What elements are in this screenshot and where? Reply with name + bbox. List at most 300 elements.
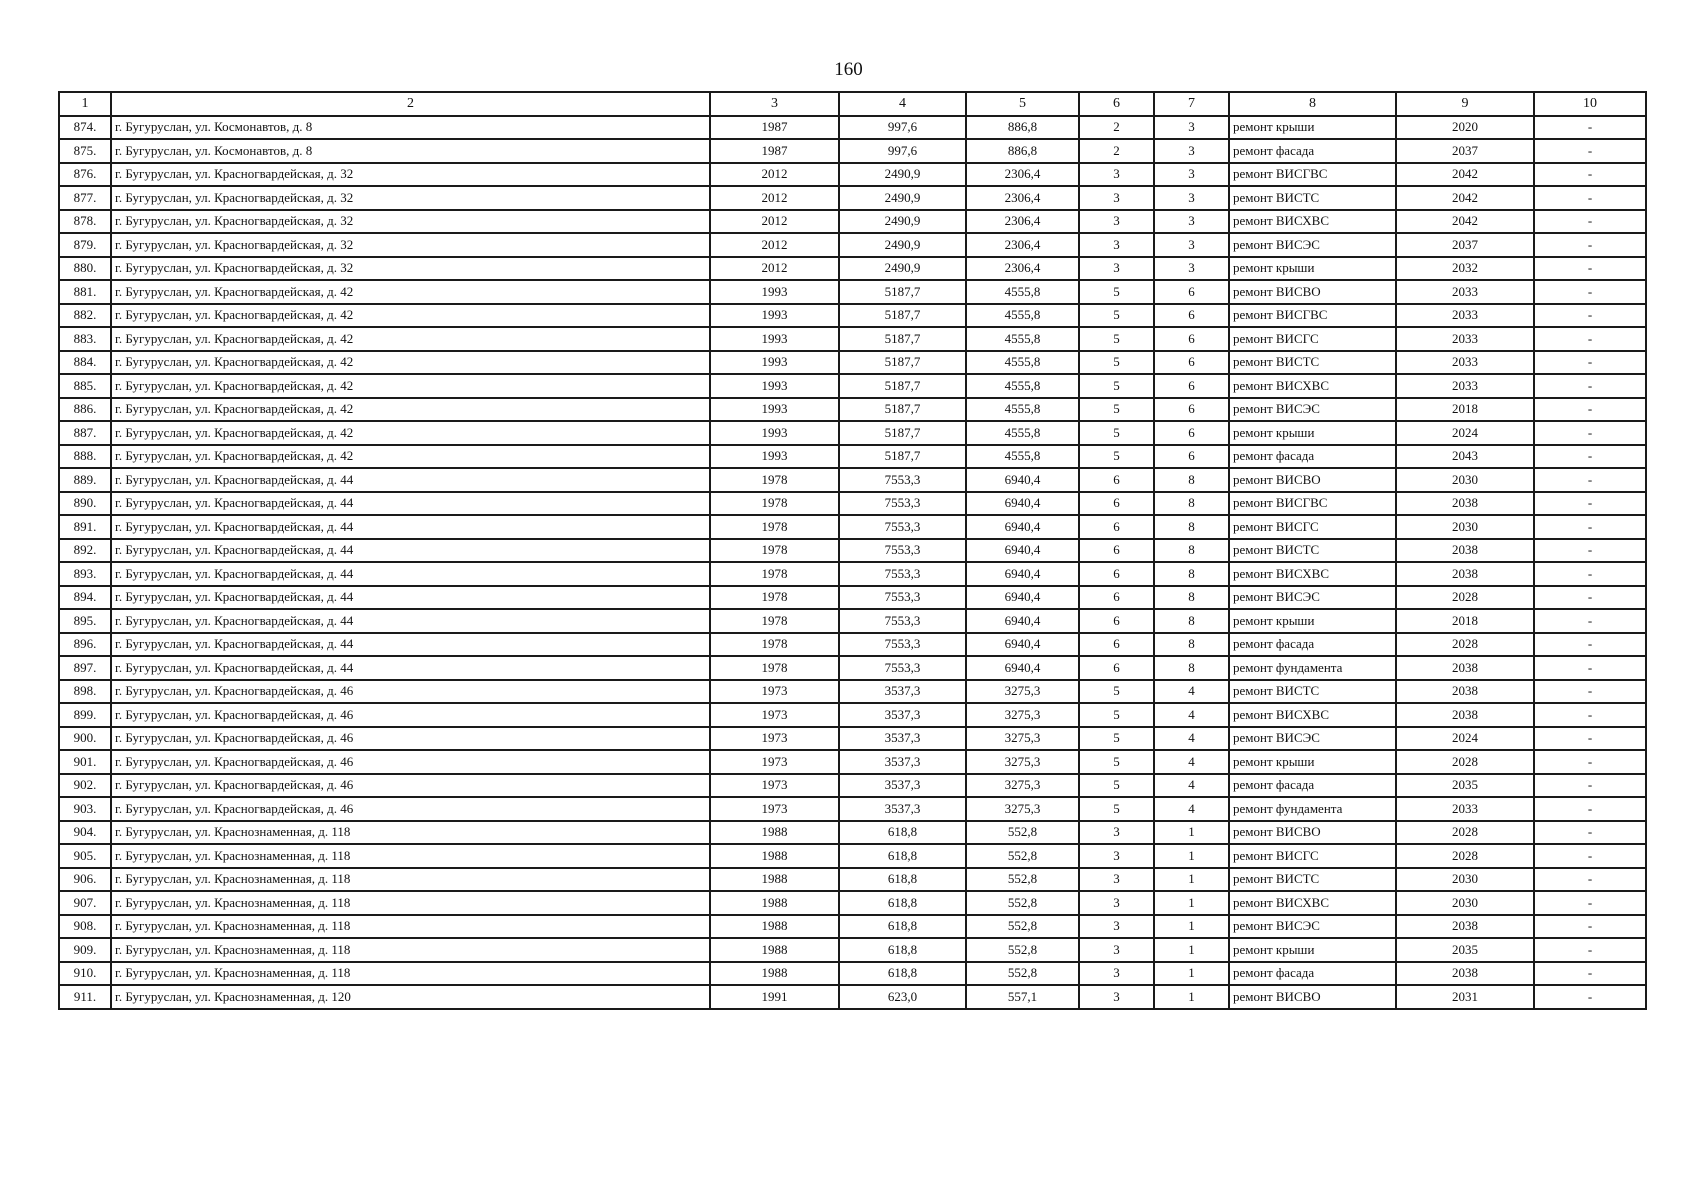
cell-address: г. Бугуруслан, ул. Красногвардейская, д. 44 xyxy=(111,633,710,657)
cell-note: - xyxy=(1534,750,1646,774)
cell-planned-year: 2024 xyxy=(1396,421,1534,445)
cell-build-year: 1988 xyxy=(710,938,839,962)
cell-total-area: 3537,3 xyxy=(839,727,966,751)
cell-living-area: 2306,4 xyxy=(966,163,1079,187)
table-row xyxy=(59,186,1646,210)
cell-build-year: 1978 xyxy=(710,609,839,633)
cell-living-area: 552,8 xyxy=(966,938,1079,962)
cell-floors: 3 xyxy=(1079,985,1154,1009)
cell-planned-year: 2038 xyxy=(1396,539,1534,563)
cell-floors: 3 xyxy=(1079,257,1154,281)
cell-note: - xyxy=(1534,844,1646,868)
cell-row-number: 883. xyxy=(59,327,111,351)
cell-build-year: 2012 xyxy=(710,186,839,210)
table-row xyxy=(59,750,1646,774)
table-row xyxy=(59,468,1646,492)
cell-total-area: 3537,3 xyxy=(839,750,966,774)
cell-total-area: 7553,3 xyxy=(839,515,966,539)
cell-living-area: 3275,3 xyxy=(966,680,1079,704)
cell-total-area: 3537,3 xyxy=(839,797,966,821)
cell-address: г. Бугуруслан, ул. Красногвардейская, д. 42 xyxy=(111,327,710,351)
cell-entrances: 6 xyxy=(1154,304,1229,328)
cell-build-year: 1988 xyxy=(710,891,839,915)
cell-row-number: 896. xyxy=(59,633,111,657)
cell-living-area: 886,8 xyxy=(966,139,1079,163)
cell-living-area: 3275,3 xyxy=(966,774,1079,798)
cell-build-year: 2012 xyxy=(710,257,839,281)
cell-floors: 5 xyxy=(1079,280,1154,304)
table-row xyxy=(59,351,1646,375)
cell-planned-year: 2030 xyxy=(1396,468,1534,492)
cell-total-area: 7553,3 xyxy=(839,609,966,633)
cell-total-area: 3537,3 xyxy=(839,774,966,798)
cell-total-area: 623,0 xyxy=(839,985,966,1009)
cell-row-number: 903. xyxy=(59,797,111,821)
cell-build-year: 1988 xyxy=(710,868,839,892)
cell-planned-year: 2033 xyxy=(1396,351,1534,375)
cell-address: г. Бугуруслан, ул. Красногвардейская, д. 46 xyxy=(111,703,710,727)
cell-note: - xyxy=(1534,280,1646,304)
cell-living-area: 886,8 xyxy=(966,116,1079,140)
cell-work-type: ремонт ВИСЭС xyxy=(1229,586,1396,610)
cell-address: г. Бугуруслан, ул. Красногвардейская, д. 42 xyxy=(111,304,710,328)
cell-planned-year: 2042 xyxy=(1396,163,1534,187)
cell-work-type: ремонт ВИСТС xyxy=(1229,539,1396,563)
cell-work-type: ремонт фасада xyxy=(1229,774,1396,798)
cell-address: г. Бугуруслан, ул. Красногвардейская, д. 32 xyxy=(111,257,710,281)
cell-note: - xyxy=(1534,398,1646,422)
cell-note: - xyxy=(1534,257,1646,281)
cell-total-area: 2490,9 xyxy=(839,210,966,234)
cell-floors: 3 xyxy=(1079,821,1154,845)
cell-note: - xyxy=(1534,821,1646,845)
cell-floors: 6 xyxy=(1079,562,1154,586)
cell-build-year: 1973 xyxy=(710,727,839,751)
cell-floors: 5 xyxy=(1079,327,1154,351)
table-row xyxy=(59,609,1646,633)
cell-floors: 3 xyxy=(1079,962,1154,986)
cell-planned-year: 2038 xyxy=(1396,562,1534,586)
cell-work-type: ремонт ВИСХВС xyxy=(1229,703,1396,727)
cell-total-area: 7553,3 xyxy=(839,562,966,586)
cell-total-area: 997,6 xyxy=(839,116,966,140)
cell-planned-year: 2020 xyxy=(1396,116,1534,140)
cell-entrances: 1 xyxy=(1154,891,1229,915)
cell-floors: 3 xyxy=(1079,210,1154,234)
table-row xyxy=(59,586,1646,610)
cell-row-number: 885. xyxy=(59,374,111,398)
table-row xyxy=(59,398,1646,422)
cell-build-year: 1973 xyxy=(710,797,839,821)
cell-row-number: 876. xyxy=(59,163,111,187)
cell-entrances: 4 xyxy=(1154,797,1229,821)
repair-schedule-table xyxy=(58,91,1647,1010)
cell-total-area: 5187,7 xyxy=(839,398,966,422)
cell-address: г. Бугуруслан, ул. Краснознаменная, д. 118 xyxy=(111,962,710,986)
cell-work-type: ремонт ВИСГС xyxy=(1229,327,1396,351)
cell-build-year: 1973 xyxy=(710,703,839,727)
table-row xyxy=(59,774,1646,798)
cell-total-area: 618,8 xyxy=(839,938,966,962)
cell-build-year: 1988 xyxy=(710,962,839,986)
cell-entrances: 6 xyxy=(1154,445,1229,469)
cell-address: г. Бугуруслан, ул. Красногвардейская, д. 44 xyxy=(111,586,710,610)
cell-work-type: ремонт фасада xyxy=(1229,633,1396,657)
cell-total-area: 618,8 xyxy=(839,868,966,892)
cell-build-year: 1973 xyxy=(710,680,839,704)
cell-planned-year: 2038 xyxy=(1396,703,1534,727)
table-row xyxy=(59,374,1646,398)
cell-planned-year: 2030 xyxy=(1396,868,1534,892)
cell-floors: 5 xyxy=(1079,421,1154,445)
cell-address: г. Бугуруслан, ул. Красногвардейская, д. 44 xyxy=(111,539,710,563)
cell-entrances: 8 xyxy=(1154,468,1229,492)
cell-work-type: ремонт ВИСГВС xyxy=(1229,304,1396,328)
cell-entrances: 8 xyxy=(1154,633,1229,657)
cell-row-number: 904. xyxy=(59,821,111,845)
cell-floors: 6 xyxy=(1079,586,1154,610)
page-number: 160 xyxy=(834,59,863,80)
cell-living-area: 2306,4 xyxy=(966,257,1079,281)
cell-floors: 6 xyxy=(1079,539,1154,563)
table-row xyxy=(59,915,1646,939)
cell-row-number: 874. xyxy=(59,116,111,140)
cell-build-year: 1991 xyxy=(710,985,839,1009)
cell-entrances: 6 xyxy=(1154,421,1229,445)
cell-planned-year: 2028 xyxy=(1396,633,1534,657)
table-row xyxy=(59,539,1646,563)
cell-build-year: 1993 xyxy=(710,398,839,422)
cell-note: - xyxy=(1534,445,1646,469)
table-row xyxy=(59,210,1646,234)
cell-row-number: 890. xyxy=(59,492,111,516)
cell-floors: 6 xyxy=(1079,633,1154,657)
cell-total-area: 7553,3 xyxy=(839,656,966,680)
cell-total-area: 2490,9 xyxy=(839,233,966,257)
cell-planned-year: 2031 xyxy=(1396,985,1534,1009)
cell-build-year: 1993 xyxy=(710,304,839,328)
cell-note: - xyxy=(1534,985,1646,1009)
cell-entrances: 4 xyxy=(1154,727,1229,751)
cell-planned-year: 2037 xyxy=(1396,139,1534,163)
cell-entrances: 3 xyxy=(1154,163,1229,187)
cell-work-type: ремонт ВИСЭС xyxy=(1229,727,1396,751)
cell-row-number: 911. xyxy=(59,985,111,1009)
cell-build-year: 1978 xyxy=(710,562,839,586)
cell-work-type: ремонт ВИСГВС xyxy=(1229,492,1396,516)
table-row xyxy=(59,797,1646,821)
cell-row-number: 888. xyxy=(59,445,111,469)
cell-floors: 3 xyxy=(1079,163,1154,187)
cell-floors: 5 xyxy=(1079,374,1154,398)
cell-planned-year: 2035 xyxy=(1396,774,1534,798)
cell-note: - xyxy=(1534,562,1646,586)
cell-living-area: 552,8 xyxy=(966,844,1079,868)
cell-living-area: 3275,3 xyxy=(966,797,1079,821)
cell-note: - xyxy=(1534,915,1646,939)
cell-entrances: 4 xyxy=(1154,680,1229,704)
cell-planned-year: 2033 xyxy=(1396,797,1534,821)
cell-living-area: 2306,4 xyxy=(966,186,1079,210)
cell-note: - xyxy=(1534,774,1646,798)
cell-living-area: 3275,3 xyxy=(966,703,1079,727)
cell-total-area: 5187,7 xyxy=(839,445,966,469)
cell-note: - xyxy=(1534,868,1646,892)
cell-build-year: 1993 xyxy=(710,351,839,375)
cell-living-area: 6940,4 xyxy=(966,515,1079,539)
cell-row-number: 907. xyxy=(59,891,111,915)
cell-total-area: 997,6 xyxy=(839,139,966,163)
column-header-7: 7 xyxy=(1154,92,1229,116)
cell-planned-year: 2018 xyxy=(1396,398,1534,422)
cell-note: - xyxy=(1534,962,1646,986)
cell-entrances: 4 xyxy=(1154,750,1229,774)
table-row xyxy=(59,139,1646,163)
cell-row-number: 910. xyxy=(59,962,111,986)
cell-living-area: 3275,3 xyxy=(966,750,1079,774)
cell-row-number: 909. xyxy=(59,938,111,962)
cell-total-area: 3537,3 xyxy=(839,703,966,727)
cell-work-type: ремонт ВИСВО xyxy=(1229,985,1396,1009)
cell-build-year: 1978 xyxy=(710,468,839,492)
table-row xyxy=(59,492,1646,516)
cell-planned-year: 2030 xyxy=(1396,891,1534,915)
cell-build-year: 1993 xyxy=(710,374,839,398)
table-body xyxy=(59,116,1646,1009)
cell-floors: 2 xyxy=(1079,139,1154,163)
table-row xyxy=(59,938,1646,962)
cell-floors: 5 xyxy=(1079,304,1154,328)
cell-note: - xyxy=(1534,797,1646,821)
cell-planned-year: 2038 xyxy=(1396,492,1534,516)
cell-living-area: 2306,4 xyxy=(966,233,1079,257)
cell-note: - xyxy=(1534,539,1646,563)
cell-note: - xyxy=(1534,515,1646,539)
cell-living-area: 6940,4 xyxy=(966,562,1079,586)
cell-planned-year: 2030 xyxy=(1396,515,1534,539)
cell-row-number: 893. xyxy=(59,562,111,586)
cell-floors: 5 xyxy=(1079,774,1154,798)
cell-row-number: 901. xyxy=(59,750,111,774)
cell-total-area: 7553,3 xyxy=(839,633,966,657)
cell-address: г. Бугуруслан, ул. Красногвардейская, д. 32 xyxy=(111,233,710,257)
cell-note: - xyxy=(1534,374,1646,398)
cell-row-number: 889. xyxy=(59,468,111,492)
cell-living-area: 4555,8 xyxy=(966,327,1079,351)
column-header-4: 4 xyxy=(839,92,966,116)
cell-entrances: 1 xyxy=(1154,915,1229,939)
table-row xyxy=(59,304,1646,328)
cell-entrances: 1 xyxy=(1154,821,1229,845)
column-header-5: 5 xyxy=(966,92,1079,116)
cell-floors: 5 xyxy=(1079,703,1154,727)
cell-planned-year: 2043 xyxy=(1396,445,1534,469)
cell-row-number: 884. xyxy=(59,351,111,375)
cell-living-area: 6940,4 xyxy=(966,492,1079,516)
cell-address: г. Бугуруслан, ул. Красногвардейская, д. 46 xyxy=(111,727,710,751)
cell-row-number: 880. xyxy=(59,257,111,281)
cell-work-type: ремонт ВИСТС xyxy=(1229,351,1396,375)
table-row xyxy=(59,680,1646,704)
cell-work-type: ремонт фундамента xyxy=(1229,797,1396,821)
cell-total-area: 618,8 xyxy=(839,844,966,868)
column-header-2: 2 xyxy=(111,92,710,116)
cell-living-area: 6940,4 xyxy=(966,468,1079,492)
cell-build-year: 1978 xyxy=(710,492,839,516)
table-row xyxy=(59,656,1646,680)
cell-planned-year: 2042 xyxy=(1396,186,1534,210)
cell-floors: 5 xyxy=(1079,680,1154,704)
cell-work-type: ремонт ВИСХВС xyxy=(1229,210,1396,234)
cell-living-area: 6940,4 xyxy=(966,609,1079,633)
cell-entrances: 6 xyxy=(1154,327,1229,351)
cell-work-type: ремонт фасада xyxy=(1229,139,1396,163)
cell-note: - xyxy=(1534,233,1646,257)
cell-build-year: 1988 xyxy=(710,915,839,939)
cell-living-area: 552,8 xyxy=(966,821,1079,845)
cell-address: г. Бугуруслан, ул. Краснознаменная, д. 120 xyxy=(111,985,710,1009)
cell-living-area: 2306,4 xyxy=(966,210,1079,234)
cell-work-type: ремонт ВИСТС xyxy=(1229,186,1396,210)
cell-work-type: ремонт ВИСГС xyxy=(1229,844,1396,868)
cell-work-type: ремонт крыши xyxy=(1229,116,1396,140)
table-row xyxy=(59,327,1646,351)
cell-work-type: ремонт ВИСВО xyxy=(1229,821,1396,845)
cell-row-number: 895. xyxy=(59,609,111,633)
cell-address: г. Бугуруслан, ул. Космонавтов, д. 8 xyxy=(111,116,710,140)
cell-address: г. Бугуруслан, ул. Космонавтов, д. 8 xyxy=(111,139,710,163)
cell-build-year: 1988 xyxy=(710,844,839,868)
cell-address: г. Бугуруслан, ул. Красногвардейская, д. 42 xyxy=(111,421,710,445)
cell-living-area: 3275,3 xyxy=(966,727,1079,751)
cell-total-area: 618,8 xyxy=(839,915,966,939)
table-header-row xyxy=(59,92,1646,116)
cell-address: г. Бугуруслан, ул. Краснознаменная, д. 118 xyxy=(111,844,710,868)
cell-note: - xyxy=(1534,656,1646,680)
cell-work-type: ремонт фасада xyxy=(1229,962,1396,986)
cell-note: - xyxy=(1534,163,1646,187)
cell-address: г. Бугуруслан, ул. Краснознаменная, д. 118 xyxy=(111,821,710,845)
cell-work-type: ремонт крыши xyxy=(1229,750,1396,774)
cell-row-number: 886. xyxy=(59,398,111,422)
cell-total-area: 5187,7 xyxy=(839,351,966,375)
cell-build-year: 1978 xyxy=(710,515,839,539)
cell-total-area: 2490,9 xyxy=(839,186,966,210)
cell-living-area: 552,8 xyxy=(966,915,1079,939)
cell-note: - xyxy=(1534,492,1646,516)
cell-total-area: 618,8 xyxy=(839,821,966,845)
cell-address: г. Бугуруслан, ул. Краснознаменная, д. 118 xyxy=(111,891,710,915)
cell-living-area: 6940,4 xyxy=(966,586,1079,610)
cell-planned-year: 2035 xyxy=(1396,938,1534,962)
cell-floors: 5 xyxy=(1079,445,1154,469)
cell-address: г. Бугуруслан, ул. Красногвардейская, д. 44 xyxy=(111,492,710,516)
cell-row-number: 887. xyxy=(59,421,111,445)
cell-build-year: 1988 xyxy=(710,821,839,845)
cell-living-area: 557,1 xyxy=(966,985,1079,1009)
cell-total-area: 7553,3 xyxy=(839,492,966,516)
cell-note: - xyxy=(1534,609,1646,633)
table-row xyxy=(59,868,1646,892)
cell-planned-year: 2018 xyxy=(1396,609,1534,633)
cell-planned-year: 2038 xyxy=(1396,680,1534,704)
cell-entrances: 3 xyxy=(1154,233,1229,257)
cell-living-area: 6940,4 xyxy=(966,656,1079,680)
column-header-10: 10 xyxy=(1534,92,1646,116)
cell-note: - xyxy=(1534,703,1646,727)
cell-floors: 5 xyxy=(1079,727,1154,751)
cell-entrances: 6 xyxy=(1154,280,1229,304)
cell-note: - xyxy=(1534,727,1646,751)
cell-planned-year: 2033 xyxy=(1396,374,1534,398)
cell-living-area: 4555,8 xyxy=(966,351,1079,375)
cell-build-year: 1993 xyxy=(710,421,839,445)
cell-build-year: 1993 xyxy=(710,327,839,351)
cell-entrances: 4 xyxy=(1154,703,1229,727)
cell-entrances: 8 xyxy=(1154,586,1229,610)
cell-note: - xyxy=(1534,633,1646,657)
cell-build-year: 1973 xyxy=(710,774,839,798)
cell-work-type: ремонт фундамента xyxy=(1229,656,1396,680)
cell-entrances: 8 xyxy=(1154,656,1229,680)
cell-total-area: 5187,7 xyxy=(839,304,966,328)
cell-floors: 3 xyxy=(1079,915,1154,939)
cell-work-type: ремонт ВИСВО xyxy=(1229,280,1396,304)
table-row xyxy=(59,844,1646,868)
table-row xyxy=(59,280,1646,304)
cell-total-area: 7553,3 xyxy=(839,468,966,492)
table-row xyxy=(59,163,1646,187)
cell-entrances: 3 xyxy=(1154,257,1229,281)
cell-address: г. Бугуруслан, ул. Красногвардейская, д. 42 xyxy=(111,445,710,469)
cell-build-year: 1973 xyxy=(710,750,839,774)
cell-entrances: 6 xyxy=(1154,374,1229,398)
cell-work-type: ремонт ВИСХВС xyxy=(1229,562,1396,586)
cell-total-area: 7553,3 xyxy=(839,539,966,563)
cell-entrances: 8 xyxy=(1154,539,1229,563)
cell-row-number: 878. xyxy=(59,210,111,234)
cell-build-year: 1993 xyxy=(710,280,839,304)
cell-entrances: 8 xyxy=(1154,609,1229,633)
cell-work-type: ремонт ВИСГС xyxy=(1229,515,1396,539)
cell-note: - xyxy=(1534,586,1646,610)
cell-address: г. Бугуруслан, ул. Красногвардейская, д. 32 xyxy=(111,163,710,187)
cell-entrances: 8 xyxy=(1154,492,1229,516)
cell-work-type: ремонт крыши xyxy=(1229,421,1396,445)
table-row xyxy=(59,421,1646,445)
cell-entrances: 6 xyxy=(1154,351,1229,375)
cell-floors: 3 xyxy=(1079,844,1154,868)
cell-row-number: 897. xyxy=(59,656,111,680)
cell-row-number: 900. xyxy=(59,727,111,751)
cell-work-type: ремонт ВИСТС xyxy=(1229,680,1396,704)
cell-row-number: 899. xyxy=(59,703,111,727)
cell-row-number: 898. xyxy=(59,680,111,704)
cell-living-area: 4555,8 xyxy=(966,421,1079,445)
table-row xyxy=(59,515,1646,539)
cell-build-year: 2012 xyxy=(710,163,839,187)
cell-build-year: 1978 xyxy=(710,586,839,610)
cell-entrances: 1 xyxy=(1154,868,1229,892)
cell-floors: 3 xyxy=(1079,233,1154,257)
column-header-6: 6 xyxy=(1079,92,1154,116)
table-row xyxy=(59,562,1646,586)
cell-living-area: 4555,8 xyxy=(966,280,1079,304)
table-row xyxy=(59,821,1646,845)
cell-row-number: 879. xyxy=(59,233,111,257)
cell-living-area: 552,8 xyxy=(966,868,1079,892)
cell-total-area: 2490,9 xyxy=(839,257,966,281)
